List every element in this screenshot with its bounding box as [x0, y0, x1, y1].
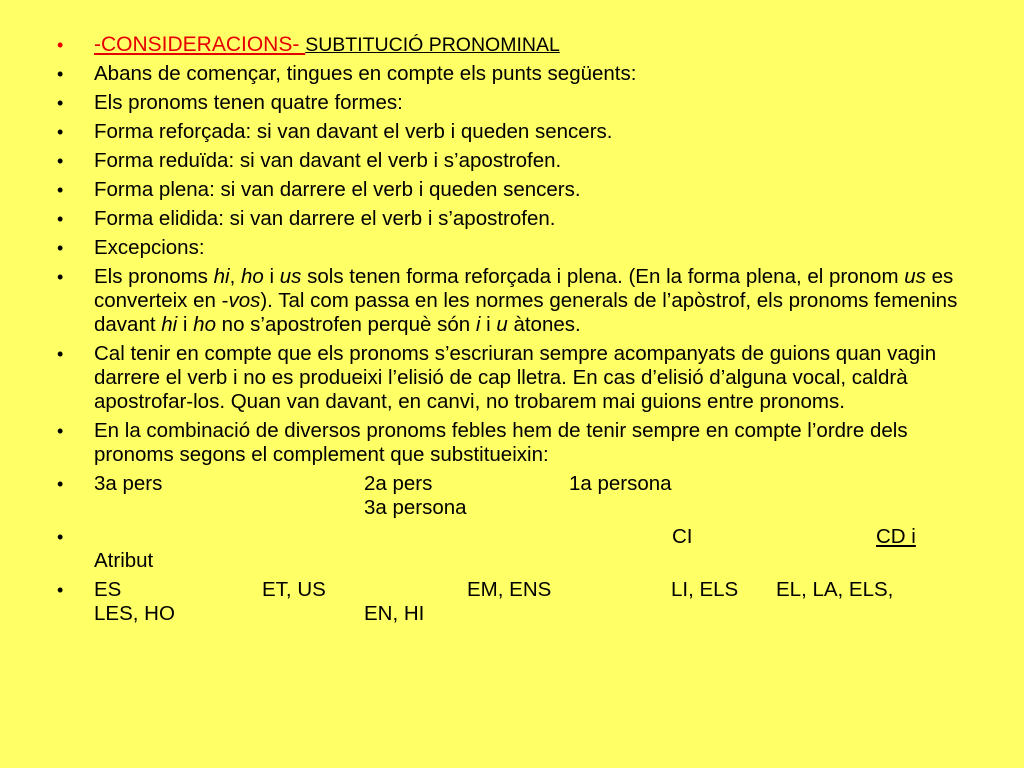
col-3a-pers: 3a pers [94, 472, 163, 495]
guions-item: • Cal tenir en compte que els pronoms s’escriuran sempre acompanyats de guions quan vagin darrere el verb i no es produeixi l’elisió de cap lletra. En cas d’elisió d’alguna vocal, caldrà apostrofar-los. Quan van davant, en canvi, no trobarem mai guions entre pronoms. [56, 342, 971, 414]
list-item: • Forma plena: si van darrere el verb i queden sencers. [56, 178, 971, 202]
list-item: • Abans de començar, tingues en compte els punts següents: [56, 62, 971, 86]
col-1a-persona: 1a persona [569, 472, 672, 495]
bullet-list [56, 33, 971, 631]
title-considerations: -CONSIDERACIONS- [94, 33, 306, 56]
exceptions-item: • Els pronoms hi, ho i us sols tenen forma reforçada i plena. (En la forma plena, el pronom us es converteix en -vos). Tal com passa en les normes generals de l’apòstrof, els pronoms femenins davant hi i ho no s’apostrofen perquè són i i u àtones. [56, 265, 971, 337]
form-et-us: ET, US [262, 578, 326, 601]
pronoun-row-persons [56, 472, 971, 520]
col-cd: CD i [876, 525, 916, 548]
title-subtitution: SUBTITUCIÓ PRONOMINAL [305, 34, 560, 56]
pronoun-row-forms [56, 578, 971, 626]
form-li-els: LI, ELS [671, 578, 739, 601]
col-atribut: Atribut [94, 549, 154, 572]
form-en-hi: EN, HI [364, 602, 425, 625]
col-ci: CI [672, 525, 693, 548]
col-3a-persona: 3a persona [364, 496, 467, 519]
form-les-ho: LES, HO [94, 602, 175, 625]
form-el-la-els: EL, LA, ELS, [776, 578, 894, 601]
title-line [56, 33, 971, 57]
form-em-ens: EM, ENS [467, 578, 552, 601]
col-2a-pers: 2a pers [364, 472, 433, 495]
list-item: • Forma reduïda: si van davant el verb i s’apostrofen. [56, 149, 971, 173]
list-item: • Els pronoms tenen quatre formes: [56, 91, 971, 115]
ordre-item: • En la combinació de diversos pronoms febles hem de tenir sempre en compte l’ordre dels pronoms segons el complement que substitueixin: [56, 419, 971, 467]
list-item: • Forma reforçada: si van davant el verb i queden sencers. [56, 120, 971, 144]
list-item: • Excepcions: [56, 236, 971, 260]
list-item: • Forma elidida: si van darrere el verb i s’apostrofen. [56, 207, 971, 231]
form-es: ES [94, 578, 122, 601]
pronoun-row-complements [56, 525, 971, 573]
